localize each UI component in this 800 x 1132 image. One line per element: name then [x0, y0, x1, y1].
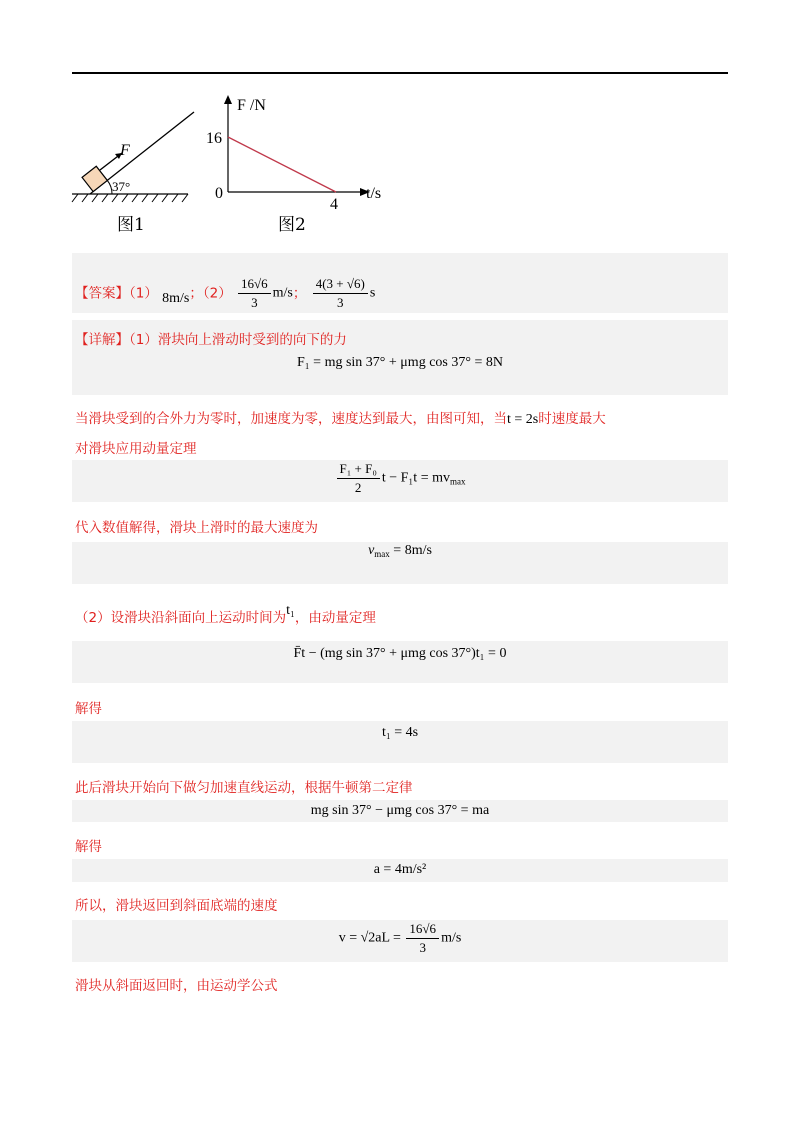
answer-value3	[311, 276, 376, 311]
equation-1: F₁ = mg sin 37° + μmg cos 37° = 8N	[297, 355, 503, 370]
equation-8-unit: m/s	[441, 930, 462, 946]
answer-value3-num: 4(3 + √6)	[313, 276, 368, 294]
slider-block	[82, 166, 107, 191]
answer-value2-num: 16√6	[238, 276, 271, 294]
y-tick-16: 16	[206, 130, 222, 147]
answer-value2-den: 3	[251, 295, 258, 310]
detail-line2-c: 时速度最大	[538, 411, 606, 427]
answer-value3-den: 3	[337, 295, 344, 310]
equation-5: t₁ = 4s	[381, 725, 419, 740]
figure1-caption: 图1	[117, 215, 145, 235]
header-rule	[72, 72, 728, 74]
detail-line5-b: t₁	[286, 603, 295, 618]
detail-line7: 此后滑块开始向下做匀加速直线运动，根据牛顿第二定律	[75, 780, 413, 796]
y-axis-arrow	[224, 95, 232, 104]
equation-3	[72, 543, 728, 559]
force-label: F	[120, 142, 130, 159]
detail-line2-b: t = 2s	[507, 412, 539, 427]
answer-tag: 【答案】	[75, 285, 129, 302]
figure2-caption: 图2	[278, 215, 306, 235]
detail-line10: 滑块从斜面返回时，由运动学公式	[75, 978, 278, 994]
detail-line9: 所以，滑块返回到斜面底端的速度	[75, 898, 278, 914]
equation-3-var: v	[368, 543, 375, 558]
answer-sep1: ；	[189, 285, 203, 302]
force-line	[228, 137, 336, 192]
answer-value3-unit: s	[369, 285, 376, 301]
equation-2-num: F₁ + F₀	[337, 461, 380, 479]
equation-2	[72, 461, 728, 496]
force-time-graph	[206, 95, 381, 213]
detail-line1	[75, 328, 347, 348]
equation-4: F̄t − (mg sin 37° + μmg cos 37°)t₁ = 0	[293, 646, 507, 661]
answer-part2-label: （2）	[202, 285, 232, 302]
answer-value2-unit: m/s	[272, 285, 293, 301]
angle-label: 37°	[112, 179, 131, 194]
equation-8-den: 3	[419, 940, 426, 955]
equation-6: mg sin 37° − μmg cos 37° = ma	[310, 803, 490, 818]
x-axis-label: t/s	[366, 185, 382, 202]
equation-2-rest: t − F₁t = mv	[381, 470, 450, 486]
equation-8-lhs: v = √2aL =	[338, 930, 405, 946]
answer-line	[75, 276, 375, 311]
equation-8-num: 16√6	[406, 921, 439, 939]
answer-sep2: ；	[292, 285, 307, 302]
y-axis-label: F /N	[237, 97, 266, 114]
ground-hatching	[72, 194, 188, 202]
detail-line1-text: （1）滑块向上滑动时受到的向下的力	[129, 332, 347, 348]
x-tick-4: 4	[330, 196, 338, 213]
detail-line5-a: （2）设滑块沿斜面向上运动时间为	[75, 610, 287, 626]
answer-value2	[236, 276, 293, 311]
equation-2-sub: max	[450, 476, 466, 487]
detail-line6: 解得	[75, 701, 102, 717]
equation-7: a = 4m/s²	[373, 862, 427, 877]
answer-value1: 8m/s	[162, 290, 190, 306]
detail-line3: 对滑块应用动量定理	[75, 441, 197, 457]
detail-line5-c: ，由动量定理	[294, 610, 376, 626]
incline-figure	[72, 112, 194, 202]
origin-label: 0	[215, 185, 223, 202]
detail-tag: 【详解】	[75, 332, 129, 348]
detail-line8: 解得	[75, 839, 102, 855]
equation-8	[72, 921, 728, 956]
detail-line2	[75, 407, 606, 428]
equation-2-den: 2	[354, 480, 362, 495]
equation-3-sub: max	[374, 549, 390, 559]
figures	[60, 92, 420, 232]
detail-line2-a: 当滑块受到的合外力为零时，加速度为零，速度达到最大，由图可知，当	[75, 411, 507, 427]
detail-line4: 代入数值解得，滑块上滑时的最大速度为	[75, 520, 318, 536]
detail-line5	[75, 603, 376, 627]
answer-part1-label: （1）	[129, 285, 158, 302]
equation-3-rest: = 8m/s	[389, 543, 432, 558]
